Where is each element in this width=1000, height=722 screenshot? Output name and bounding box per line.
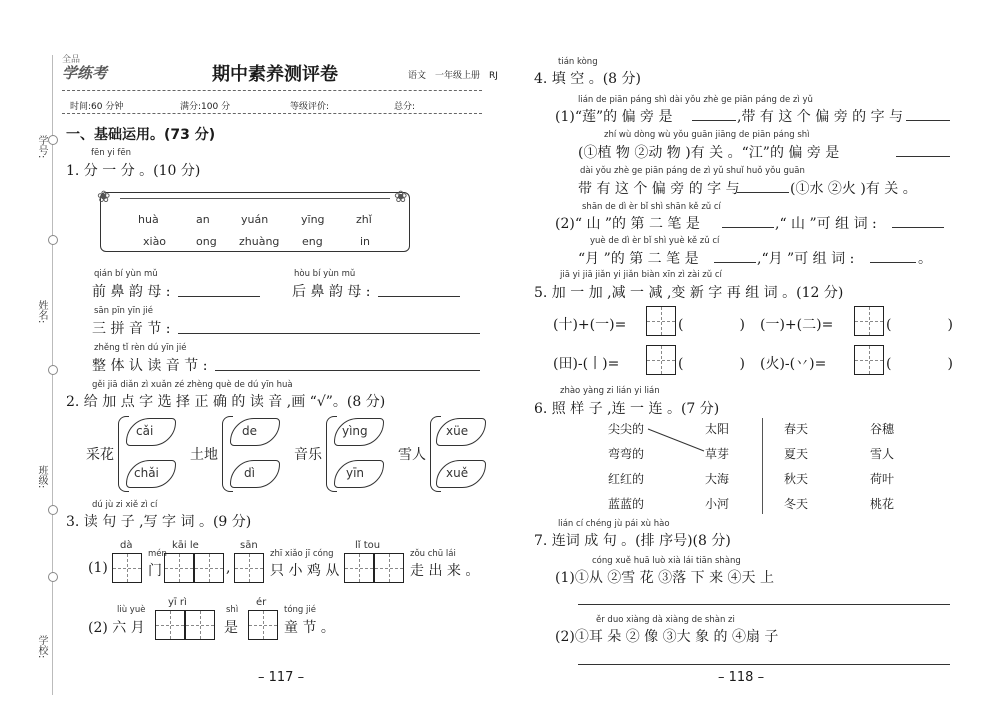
answer-blank[interactable] bbox=[692, 120, 736, 121]
whole-syllable-label: 整 体 认 读 音 节 : bbox=[92, 358, 208, 374]
pinyin-option: yìng bbox=[342, 424, 368, 438]
writing-grid[interactable] bbox=[854, 306, 884, 336]
time-info: 时间:60 分钟 bbox=[70, 102, 124, 112]
sentence-label: (1) bbox=[88, 560, 108, 576]
match-season[interactable]: 冬天 bbox=[784, 497, 809, 511]
page-title: 期中素养测评卷 bbox=[212, 64, 338, 85]
pinyin: shì bbox=[226, 605, 239, 615]
match-mid[interactable]: 小河 bbox=[705, 497, 730, 511]
pinyin-option: yīn bbox=[346, 466, 365, 480]
pinyin-line: zhí wù dòng wù yǒu guān jiāng de piān páng shì bbox=[604, 130, 810, 140]
q2-word: 音乐 bbox=[294, 447, 322, 463]
answer-line[interactable] bbox=[578, 664, 950, 665]
pinyin-line: yuè de dì èr bǐ shì yuè kě zǔ cí bbox=[590, 236, 720, 246]
match-season[interactable]: 秋天 bbox=[784, 472, 809, 486]
q4-text: ,带 有 这 个 偏 旁 的 字 与 bbox=[737, 109, 904, 125]
answer-leaf[interactable] bbox=[230, 460, 280, 488]
match-season[interactable]: 春天 bbox=[784, 422, 809, 436]
sentence-text: 只 小 鸡 从 bbox=[270, 563, 340, 579]
q3-pinyin: dú jù zi xiě zì cí bbox=[92, 500, 158, 510]
header-rule bbox=[62, 90, 482, 91]
pinyin-option: de bbox=[242, 424, 257, 438]
q5-pinyin: jiā yi jiā jiǎn yi jiǎn biàn xīn zì zài zǔ cí bbox=[560, 270, 722, 280]
pinyin: kāi le bbox=[172, 540, 199, 551]
q4-pinyin: tián kòng bbox=[558, 57, 598, 67]
pinyin-option: dì bbox=[244, 466, 255, 480]
answer-blank[interactable] bbox=[378, 296, 460, 297]
match-thing[interactable]: 谷穗 bbox=[870, 422, 895, 436]
writing-grid[interactable] bbox=[155, 610, 185, 640]
front-nasal-label: 前 鼻 韵 母 : bbox=[92, 284, 171, 300]
total-info: 总分: bbox=[394, 102, 416, 112]
pinyin-option: xuě bbox=[446, 466, 469, 480]
q2-word: 采花 bbox=[86, 447, 114, 463]
pinyin: liù yuè bbox=[117, 605, 146, 615]
sentence-text: , bbox=[226, 560, 231, 576]
pinyin: mén bbox=[148, 549, 167, 559]
school-label: 学校: bbox=[36, 635, 47, 659]
vine-line bbox=[120, 198, 390, 199]
match-left[interactable]: 尖尖的 bbox=[608, 422, 645, 436]
answer-blank[interactable] bbox=[178, 296, 260, 297]
name-label: 姓名: bbox=[36, 300, 47, 324]
q4-text: (①植 物 ②动 物 )有 关 。“江”的 偏 旁 是 bbox=[578, 145, 840, 161]
class-label: 班级: bbox=[36, 465, 47, 489]
binding-hole bbox=[48, 365, 58, 375]
pinyin: dà bbox=[120, 540, 133, 551]
subject-info: 语文 一年级上册 RJ bbox=[408, 71, 498, 81]
sentence-text: 走 出 来 。 bbox=[410, 563, 480, 579]
writing-grid[interactable] bbox=[248, 610, 278, 640]
page-number: – 117 – bbox=[258, 670, 305, 685]
match-left[interactable]: 弯弯的 bbox=[608, 447, 645, 461]
pinyin: zhī xiǎo jī cóng bbox=[270, 549, 334, 559]
student-number-label: 学号: bbox=[36, 135, 47, 159]
header-rule bbox=[62, 113, 482, 114]
pinyin: lǐ tou bbox=[355, 540, 381, 551]
writing-grid[interactable] bbox=[194, 553, 224, 583]
answer-blank[interactable] bbox=[870, 262, 916, 263]
match-left[interactable]: 红红的 bbox=[608, 472, 645, 486]
q2-word: 雪人 bbox=[398, 447, 426, 463]
section-heading: 一、基础运用。(73 分) bbox=[66, 127, 216, 143]
logo: 学练考 bbox=[62, 64, 108, 82]
q4-text: “月 ”的 第 二 笔 是 bbox=[578, 251, 699, 267]
flower-icon: ❀ bbox=[394, 187, 408, 206]
pinyin-line: zhěng tǐ rèn dú yīn jié bbox=[94, 343, 187, 353]
binding-hole bbox=[48, 135, 58, 145]
writing-grid[interactable] bbox=[112, 553, 142, 583]
pinyin: sān bbox=[240, 540, 258, 551]
match-left[interactable]: 蓝蓝的 bbox=[608, 497, 645, 511]
match-thing[interactable]: 荷叶 bbox=[870, 472, 895, 486]
sentence-text: 门 bbox=[148, 563, 162, 579]
equation: (一)+(二)= bbox=[760, 317, 834, 333]
q6-pinyin: zhào yàng zi lián yi lián bbox=[560, 386, 660, 396]
q4-text: ,“月 ”可 组 词 : bbox=[757, 251, 855, 267]
writing-grid[interactable] bbox=[374, 553, 404, 583]
binding-hole bbox=[48, 235, 58, 245]
q4-title: 4. 填 空 。(8 分) bbox=[534, 71, 641, 87]
answer-blank[interactable] bbox=[906, 120, 950, 121]
answer-blank[interactable] bbox=[215, 370, 480, 371]
q3-title: 3. 读 句 子 ,写 字 词 。(9 分) bbox=[66, 514, 252, 530]
answer-paren[interactable]: ( ) bbox=[886, 317, 953, 333]
pinyin-option: xüe bbox=[446, 424, 469, 438]
syllable: zhuàng bbox=[239, 235, 280, 248]
q7-sentence: (1)①从 ②雪 花 ③落 下 来 ④天 上 bbox=[555, 570, 774, 586]
syllable: zhǐ bbox=[356, 213, 372, 226]
syllable: huà bbox=[138, 213, 159, 226]
syllable: xiào bbox=[143, 235, 167, 248]
binding-hole bbox=[48, 572, 58, 582]
syllable: an bbox=[196, 213, 210, 226]
q7-title: 7. 连词 成 句 。(排 序号)(8 分) bbox=[534, 533, 731, 549]
page-number: – 118 – bbox=[718, 670, 765, 685]
pinyin: tóng jié bbox=[284, 605, 316, 615]
q5-title: 5. 加 一 加 ,减 一 减 ,变 新 字 再 组 词 。(12 分) bbox=[534, 285, 844, 301]
q1-pinyin: fēn yi fēn bbox=[91, 148, 132, 158]
q4-text: (1)“莲”的 偏 旁 是 bbox=[555, 109, 673, 125]
syllable: yuán bbox=[241, 213, 269, 226]
q4-text: (2)“ 山 ”的 第 二 笔 是 bbox=[555, 216, 700, 232]
binding-line bbox=[52, 55, 53, 695]
answer-blank[interactable] bbox=[178, 333, 480, 334]
q2-title: 2. 给 加 点 字 选 择 正 确 的 读 音 ,画 “√”。(8 分) bbox=[66, 394, 386, 410]
syllable: eng bbox=[302, 235, 323, 248]
equation: (田)-(丨)= bbox=[553, 356, 620, 372]
binding-hole bbox=[48, 505, 58, 515]
q2-word: 土地 bbox=[190, 447, 218, 463]
equation: (十)+(一)= bbox=[553, 317, 627, 333]
q4-text: 。 bbox=[918, 251, 932, 267]
sentence-text: 童 节 。 bbox=[284, 620, 335, 636]
answer-paren[interactable]: ( ) bbox=[678, 356, 745, 372]
logo-small-text: 全品 bbox=[62, 55, 81, 65]
writing-grid[interactable] bbox=[185, 610, 215, 640]
answer-paren[interactable]: ( ) bbox=[886, 356, 953, 372]
q1-title: 1. 分 一 分 。(10 分) bbox=[66, 163, 201, 179]
match-thing[interactable]: 雪人 bbox=[870, 447, 895, 461]
writing-grid[interactable] bbox=[646, 345, 676, 375]
match-mid[interactable]: 大海 bbox=[705, 472, 730, 486]
pinyin: ér bbox=[256, 597, 267, 608]
pinyin-line: dài yǒu zhè ge piān páng de zì yǔ shuǐ huǒ yǒu guān bbox=[580, 166, 805, 176]
writing-grid[interactable] bbox=[646, 306, 676, 336]
pinyin-line: sān pīn yīn jié bbox=[94, 306, 154, 316]
match-season[interactable]: 夏天 bbox=[784, 447, 809, 461]
answer-blank[interactable] bbox=[737, 192, 789, 193]
q4-text: (①水 ②火 )有 关 。 bbox=[790, 181, 917, 197]
syllable: yīng bbox=[301, 213, 325, 226]
pinyin-line: shān de dì èr bǐ shì shān kě zǔ cí bbox=[582, 202, 721, 212]
answer-blank[interactable] bbox=[722, 227, 774, 228]
q2-pinyin: gěi jiā diǎn zì xuǎn zé zhèng què de dú yīn huà bbox=[92, 380, 293, 390]
answer-line[interactable] bbox=[578, 604, 950, 605]
answer-blank[interactable] bbox=[892, 227, 944, 228]
writing-grid[interactable] bbox=[344, 553, 374, 583]
equation: (火)-(丷)= bbox=[760, 356, 827, 372]
pinyin-line: lián de piān páng shì dài yǒu zhè ge piān páng de zì yǔ bbox=[578, 95, 813, 105]
pinyin: zǒu chū lái bbox=[410, 549, 456, 559]
pinyin-option: cǎi bbox=[136, 424, 154, 438]
answer-paren[interactable]: ( ) bbox=[678, 317, 745, 333]
pinyin: yī rì bbox=[168, 597, 187, 608]
divider bbox=[762, 418, 763, 514]
q4-text: 带 有 这 个 偏 旁 的 字 与 bbox=[578, 181, 740, 197]
pinyin-option: chǎi bbox=[134, 466, 159, 480]
score-info: 满分:100 分 bbox=[180, 102, 231, 112]
sentence-text: 是 bbox=[224, 620, 238, 636]
pinyin-line: hòu bí yùn mǔ bbox=[294, 269, 356, 279]
syllable: in bbox=[360, 235, 371, 248]
match-thing[interactable]: 桃花 bbox=[870, 497, 895, 511]
back-nasal-label: 后 鼻 韵 母 : bbox=[292, 284, 371, 300]
sentence-label: (2) 六 月 bbox=[88, 620, 145, 636]
q4-text: ,“ 山 ”可 组 词 : bbox=[775, 216, 877, 232]
grade-info: 等级评价: bbox=[290, 102, 330, 112]
match-mid[interactable]: 太阳 bbox=[705, 422, 730, 436]
flower-icon: ❀ bbox=[97, 187, 111, 206]
answer-blank[interactable] bbox=[714, 262, 756, 263]
pinyin-line: qián bí yùn mǔ bbox=[94, 269, 158, 279]
match-mid[interactable]: 草芽 bbox=[705, 447, 730, 461]
pinyin-line: ěr duo xiàng dà xiàng de shàn zi bbox=[596, 615, 735, 625]
example-connector bbox=[640, 420, 710, 460]
pinyin-line: cóng xuě huā luò xià lái tiān shàng bbox=[592, 556, 741, 566]
writing-grid[interactable] bbox=[164, 553, 194, 583]
q7-sentence: (2)①耳 朵 ② 像 ③大 象 的 ④扇 子 bbox=[555, 629, 779, 645]
writing-grid[interactable] bbox=[234, 553, 264, 583]
triple-syllable-label: 三 拼 音 节 : bbox=[92, 321, 171, 337]
q7-pinyin: lián cí chéng jù pái xù hào bbox=[558, 519, 670, 529]
answer-blank[interactable] bbox=[896, 156, 950, 157]
writing-grid[interactable] bbox=[854, 345, 884, 375]
syllable: ong bbox=[196, 235, 217, 248]
q6-title: 6. 照 样 子 ,连 一 连 。(7 分) bbox=[534, 401, 720, 417]
